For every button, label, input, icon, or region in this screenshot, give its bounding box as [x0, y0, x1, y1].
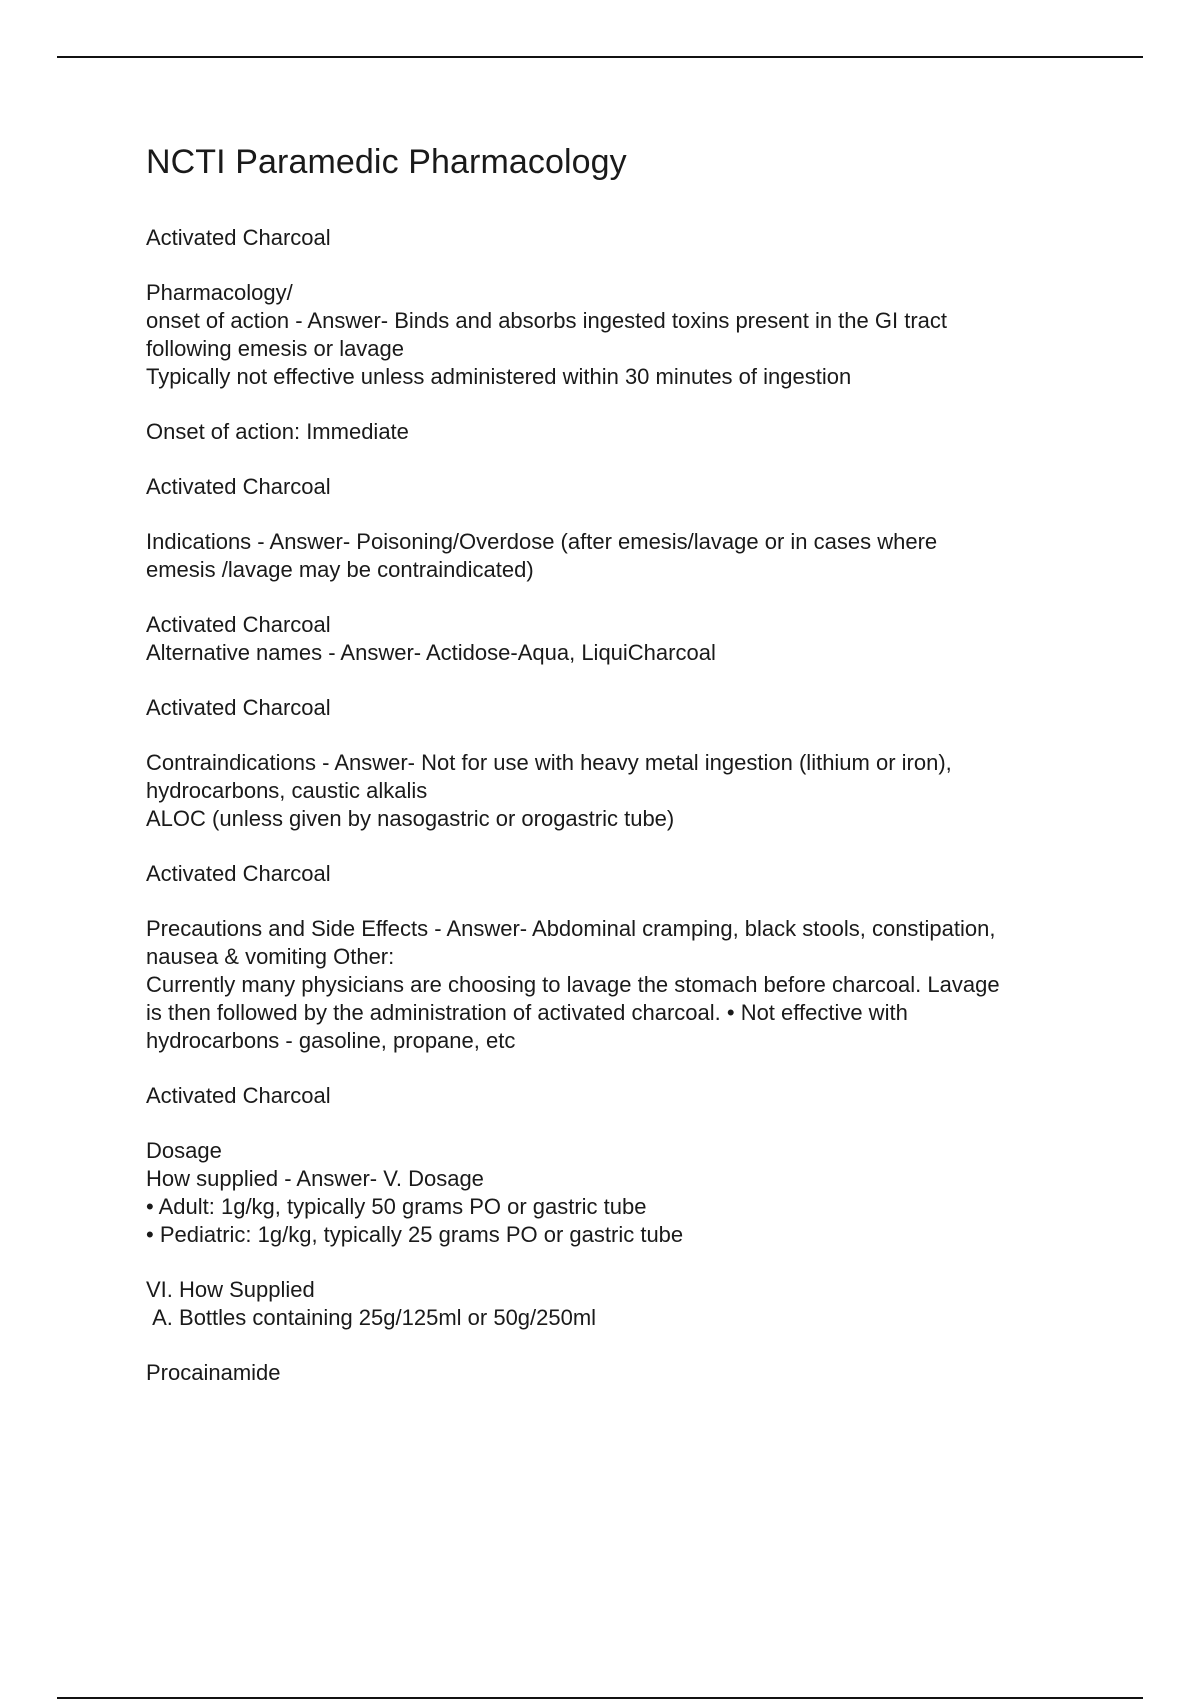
document-entries — [146, 224, 1106, 1387]
text-line: Typically not effective unless administered within 30 minutes of ingestion — [146, 363, 852, 389]
document-title: NCTI Paramedic Pharmacology — [146, 143, 627, 181]
text-line: hydrocarbons, caustic alkalis — [146, 777, 428, 803]
text-line: nausea & vomiting Other: — [146, 943, 395, 969]
text-line: ALOC (unless given by nasogastric or orogastric tube) — [146, 805, 675, 831]
text-line: Procainamide — [146, 1359, 281, 1385]
text-line: Onset of action: Immediate — [146, 418, 409, 444]
text-block — [146, 611, 1106, 667]
text-block — [146, 1276, 1106, 1332]
text-line: Activated Charcoal — [146, 860, 331, 886]
text-line: emesis /lavage may be contraindicated) — [146, 556, 534, 582]
text-line: Indications - Answer- Poisoning/Overdose (after emesis/lavage or in cases where — [146, 528, 938, 554]
text-line: following emesis or lavage — [146, 335, 405, 361]
text-line: Precautions and Side Effects - Answer- Abdominal cramping, black stools, constipation, — [146, 915, 996, 941]
text-block — [146, 694, 1106, 722]
text-line: Activated Charcoal — [146, 1082, 331, 1108]
text-block — [146, 528, 1106, 584]
text-line: Activated Charcoal — [146, 224, 331, 250]
text-block — [146, 418, 1106, 446]
text-line: A. Bottles containing 25g/125ml or 50g/250ml — [146, 1304, 597, 1330]
text-block — [146, 1082, 1106, 1110]
text-line: VI. How Supplied — [146, 1276, 315, 1302]
text-line: Pharmacology/ — [146, 279, 293, 305]
text-line: Activated Charcoal — [146, 611, 331, 637]
text-line: onset of action - Answer- Binds and absorbs ingested toxins present in the GI tract — [146, 307, 947, 333]
text-line: hydrocarbons - gasoline, propane, etc — [146, 1027, 516, 1053]
text-line: How supplied - Answer- V. Dosage — [146, 1165, 484, 1191]
text-block — [146, 915, 1106, 1055]
text-line: is then followed by the administration of activated charcoal. • Not effective with — [146, 999, 908, 1025]
text-block — [146, 1137, 1106, 1249]
text-block — [146, 473, 1106, 501]
document-body — [146, 142, 1106, 1414]
text-line: Currently many physicians are choosing to lavage the stomach before charcoal. Lavage — [146, 971, 1000, 997]
text-block — [146, 279, 1106, 391]
text-block — [146, 224, 1106, 252]
text-line: • Pediatric: 1g/kg, typically 25 grams PO or gastric tube — [146, 1221, 684, 1247]
text-line: Activated Charcoal — [146, 473, 331, 499]
text-block — [146, 1359, 1106, 1387]
text-line: Dosage — [146, 1137, 222, 1163]
text-line: Alternative names - Answer- Actidose-Aqua, LiquiCharcoal — [146, 639, 716, 665]
text-block — [146, 860, 1106, 888]
text-line: Contraindications - Answer- Not for use with heavy metal ingestion (lithium or iron), — [146, 749, 952, 775]
text-line: Activated Charcoal — [146, 694, 331, 720]
top-rule — [57, 56, 1143, 58]
text-line: • Adult: 1g/kg, typically 50 grams PO or gastric tube — [146, 1193, 647, 1219]
bottom-rule — [57, 1697, 1143, 1699]
text-block — [146, 749, 1106, 833]
